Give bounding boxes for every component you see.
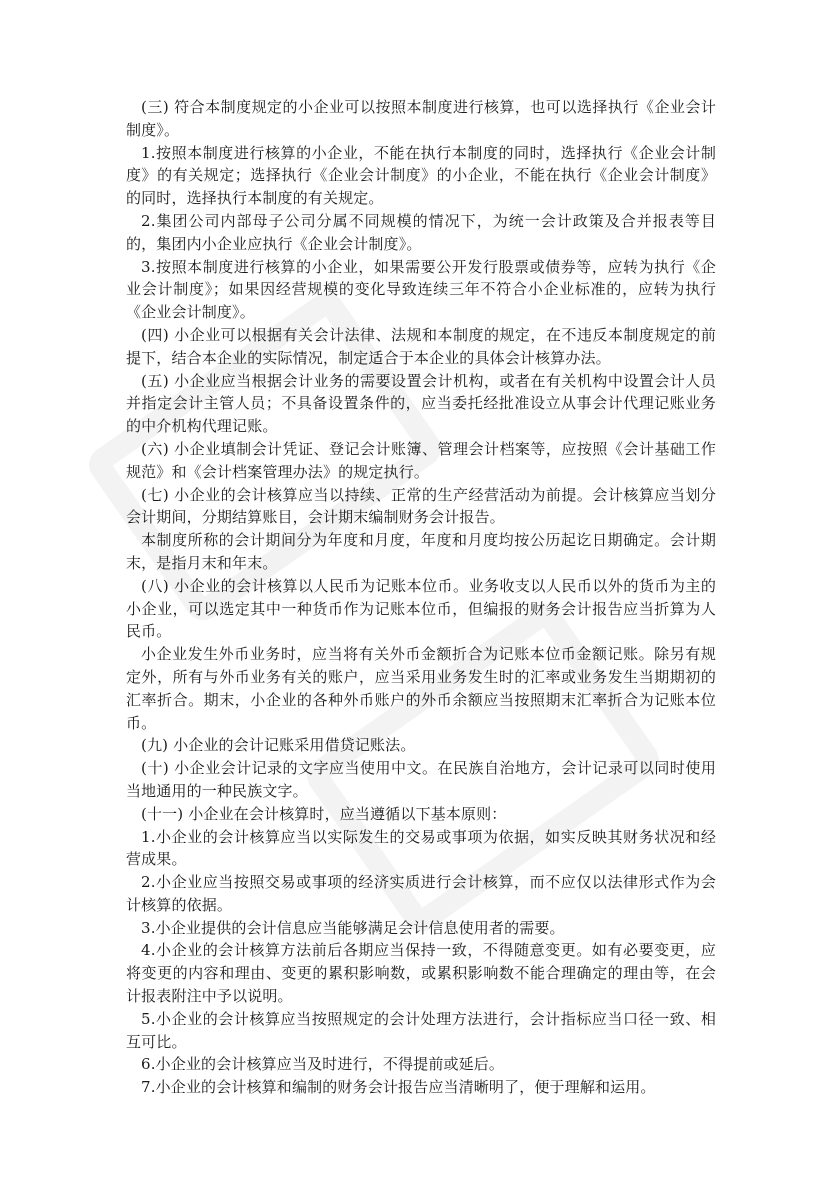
paragraph: (三) 符合本制度规定的小企业可以按照本制度进行核算，也可以选择执行《企业会计制度》。 bbox=[126, 98, 716, 139]
paragraph: (九) 小企业的会计记账采用借贷记账法。 bbox=[141, 736, 416, 755]
paragraph: 6.小企业的会计核算应当及时进行，不得提前或延后。 bbox=[141, 1055, 505, 1074]
paragraph: 2.小企业应当按照交易或事项的经济实质进行会计核算，而不应仅以法律形式作为会计核算的依据。 bbox=[126, 873, 716, 914]
paragraph: 小企业发生外币业务时，应当将有关外币金额折合为记账本位币金额记账。除另有规定外，所有与外币业务有关的账户，应当采用业务发生时的汇率或业务发生当期期初的汇率折合。期末，小企业的各种外币账户的外币余额应当按照期末汇率折合为记账本位币。 bbox=[126, 645, 716, 732]
paragraph: (六) 小企业填制会计凭证、登记会计账簿、管理会计档案等，应按照《会计基础工作规范》和《会计档案管理办法》的规定执行。 bbox=[126, 439, 716, 481]
paragraph: (四) 小企业可以根据有关会计法律、法规和本制度的规定，在不违反本制度规定的前提下，结合本企业的实际情况，制定适合于本企业的具体会计核算办法。 bbox=[126, 325, 716, 367]
document-page bbox=[126, 96, 716, 1099]
paragraph: 1.按照本制度进行核算的小企业，不能在执行本制度的同时，选择执行《企业会计制度》的有关规定；选择执行《企业会计制度》的小企业，不能在执行《企业会计制度》的同时，选择执行本制度的有关规定。 bbox=[126, 143, 716, 208]
paragraph: 3.小企业提供的会计信息应当能够满足会计信息使用者的需要。 bbox=[141, 918, 565, 937]
paragraph: (七) 小企业的会计核算应当以持续、正常的生产经营活动为前提。会计核算应当划分会计期间，分期结算账目，会计期末编制财务会计报告。 bbox=[126, 485, 716, 527]
paragraph: 本制度所称的会计期间分为年度和月度，年度和月度均按公历起讫日期确定。会计期末，是指月末和年末。 bbox=[126, 531, 716, 572]
paragraph: (十) 小企业会计记录的文字应当使用中文。在民族自治地方，会计记录可以同时使用当地通用的一种民族文字。 bbox=[126, 759, 716, 800]
paragraph: (十一) 小企业在会计核算时，应当遵循以下基本原则： bbox=[141, 804, 507, 823]
paragraph: 2.集团公司内部母子公司分属不同规模的情况下，为统一会计政策及合并报表等目的，集团内小企业应执行《企业会计制度》。 bbox=[126, 211, 716, 253]
paragraph: 1.小企业的会计核算应当以实际发生的交易或事项为依据，如实反映其财务状况和经营成果。 bbox=[126, 827, 716, 869]
paragraph: (八) 小企业的会计核算以人民币为记账本位币。业务收支以人民币以外的货币为主的小企业，可以选定其中一种货币作为记账本位币，但编报的财务会计报告应当折算为人民币。 bbox=[126, 576, 716, 641]
paragraph: 5.小企业的会计核算应当按照规定的会计处理方法进行，会计指标应当口径一致、相互可比。 bbox=[126, 1009, 716, 1051]
paragraph: 4.小企业的会计核算方法前后各期应当保持一致，不得随意变更。如有必要变更，应将变更的内容和理由、变更的累积影响数，或累积影响数不能合理确定的理由等，在会计报表附注中予以说明。 bbox=[126, 941, 716, 1006]
paragraph: 7.小企业的会计核算和编制的财务会计报告应当清晰明了，便于理解和运用。 bbox=[141, 1078, 656, 1097]
paragraph: (五) 小企业应当根据会计业务的需要设置会计机构，或者在有关机构中设置会计人员并指定会计主管人员；不具备设置条件的，应当委托经批准设立从事会计代理记账业务的中介机构代理记账。 bbox=[126, 371, 716, 436]
paragraph: 3.按照本制度进行核算的小企业，如果需要公开发行股票或债券等，应转为执行《企业会计制度》；如果因经营规模的变化导致连续三年不符合小企业标准的，应转为执行《企业会计制度》。 bbox=[126, 257, 716, 322]
